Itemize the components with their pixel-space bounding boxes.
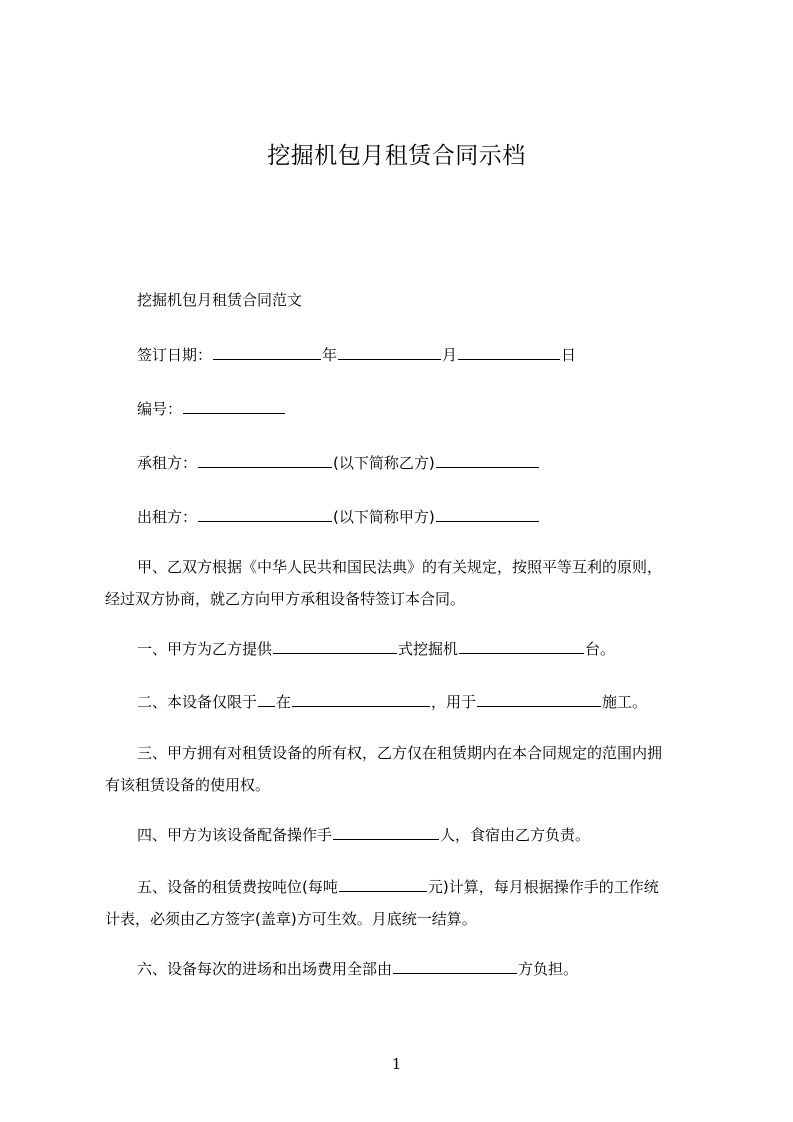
- preamble-line-1: 甲、乙双方根据《中华人民共和国民法典》的有关规定，按照平等互利的原则，: [137, 558, 663, 576]
- sign-date-label: 签订日期：: [137, 346, 213, 364]
- lessor-line: [105, 506, 705, 527]
- document-subtitle: 挖掘机包月租赁合同范文: [137, 291, 303, 309]
- clause-2: [105, 691, 705, 712]
- sign-date-year-label: 年: [322, 346, 338, 364]
- clause-4: [105, 824, 705, 845]
- clause-1-text-a: 一、甲方为乙方提供: [137, 640, 273, 658]
- sign-date-month-label: 月: [442, 346, 458, 364]
- clause-5-text-a: 五、设备的租赁费按吨位(每吨: [137, 878, 338, 896]
- clause-2-text-a: 二、本设备仅限于: [137, 693, 258, 711]
- sign-date-year-blank[interactable]: [213, 344, 321, 360]
- contract-number-label: 编号：: [137, 400, 183, 418]
- preamble-line-2: 经过双方协商，就乙方向甲方承租设备特签订本合同。: [105, 590, 466, 608]
- clause-1-text-c: 台。: [585, 640, 616, 658]
- sign-date-line: [105, 344, 705, 365]
- lessee-extra-blank[interactable]: [436, 452, 539, 468]
- clause-5-text-b: 元)计算，每月根据操作手的工作统: [427, 878, 659, 896]
- clause-5-rate-blank[interactable]: [339, 876, 427, 892]
- clause-2-scope-blank[interactable]: [258, 691, 275, 707]
- clause-2-text-d: 施工。: [602, 693, 648, 711]
- clause-5: [105, 871, 705, 935]
- clause-4-text-a: 四、甲方为该设备配备操作手: [137, 826, 333, 844]
- clause-2-text-c: ，用于: [431, 693, 477, 711]
- clause-4-text-b: 人，食宿由乙方负责。: [440, 826, 591, 844]
- clause-1-count-blank[interactable]: [459, 638, 584, 654]
- clause-4-operators-blank[interactable]: [333, 824, 439, 840]
- clause-1: [105, 638, 705, 659]
- clause-5-line-2: 计表，必须由乙方签字(盖章)方可生效。月底统一结算。: [105, 910, 477, 928]
- lessor-label: 出租方：: [137, 508, 198, 526]
- lessee-line: [105, 452, 705, 473]
- lessee-name-blank[interactable]: [198, 452, 332, 468]
- clause-3-line-2: 有该租赁设备的使用权。: [105, 776, 271, 794]
- clause-6: [105, 958, 705, 979]
- lessee-label: 承租方：: [137, 454, 198, 472]
- document-title: 挖掘机包月租赁合同示档: [267, 143, 526, 169]
- clause-6-party-blank[interactable]: [393, 958, 517, 974]
- contract-number-blank[interactable]: [183, 398, 285, 414]
- sign-date-month-blank[interactable]: [338, 344, 441, 360]
- lessor-suffix: (以下简称甲方): [333, 508, 435, 526]
- clause-3-line-1: 三、甲方拥有对租赁设备的所有权，乙方仅在租赁期内在本合同规定的范围内拥: [137, 744, 663, 762]
- sign-date-day-blank[interactable]: [458, 344, 560, 360]
- contract-number-line: [105, 398, 705, 419]
- clause-2-purpose-blank[interactable]: [477, 691, 601, 707]
- clause-1-type-blank[interactable]: [273, 638, 397, 654]
- sign-date-day-label: 日: [561, 346, 577, 364]
- preamble-paragraph: [105, 551, 705, 615]
- clause-2-location-blank[interactable]: [292, 691, 430, 707]
- lessor-extra-blank[interactable]: [436, 506, 539, 522]
- lessor-name-blank[interactable]: [198, 506, 332, 522]
- lessee-suffix: (以下简称乙方): [333, 454, 435, 472]
- clause-6-text-b: 方负担。: [518, 960, 579, 978]
- clause-1-text-b: 式挖掘机: [398, 640, 459, 658]
- clause-6-text-a: 六、设备每次的进场和出场费用全部由: [137, 960, 393, 978]
- clause-3: [105, 737, 705, 801]
- clause-5-line-1: [105, 871, 705, 903]
- clause-2-text-b: 在: [276, 693, 292, 711]
- page-number: 1: [391, 1055, 402, 1073]
